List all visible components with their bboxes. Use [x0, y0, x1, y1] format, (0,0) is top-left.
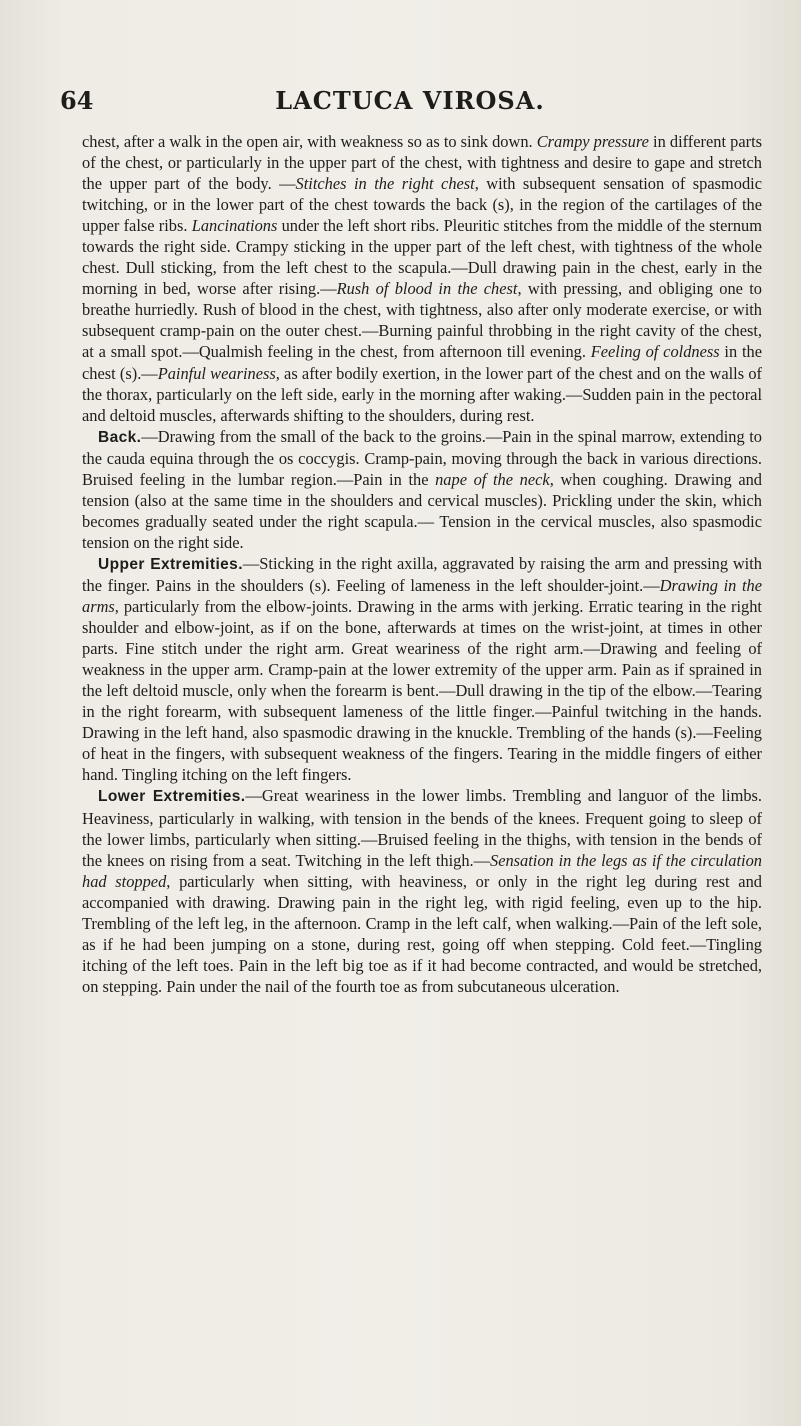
- body-text: [82, 131, 762, 997]
- text-run: , with pressing, and obliging one to breathe hurriedly. Rush of blood in the chest, with tightness, also after only moderate exercise, or with subsequent cramp-pain on the outer chest.—Burning painful throbbing in the right cavity of the chest, at a small spot.—Qualmish feeling in the chest, from afternoon till evening.: [82, 279, 763, 362]
- text-run: —Sticking in the right axilla, aggravated by raising the arm and pressing with the finger. Pains in the shoulders (s). Feeling of lameness in the left shoulder-joint.—: [82, 553, 762, 595]
- text-run: —Drawing from the small of the back to the groins.—Pain in the spinal marrow, extending to the cauda equina through the os coccygis. Cramp-pain, moving through the back in various directions. Bruised feeling in the lumbar region.—Pain in the: [82, 426, 762, 489]
- italic-phrase: Feeling of coldness: [590, 342, 720, 362]
- text-run: chest, after a walk in the open air, with weakness so as to sink down.: [82, 132, 537, 151]
- text-run: , as after bodily exertion, in the lower part of the chest and on the walls of the thorax, particularly on the left side, early in the morning after waking.—Sudden pain in the pectoral and deltoid muscles, afterwards shifting to the shoulders, during rest.: [82, 363, 762, 425]
- text-run: , particularly when sitting, with heaviness, or only in the right leg during rest and accompanied with drawing. Drawing pain in the right leg, with rigid feeling, even up to the hip. Trembling of the left leg, in the afternoon. Cramp in the left calf, when walking.—Pain of the left sole, as if he had been jumping on a stone, during rest, going off when stepping. Cold feet.—Tingling itching of the left toes. Pain in the left big toe as if it had become contracted, and would be stretched, on stepping. Pain under the nail of the fourth toe as from subcutaneous ulceration.: [82, 871, 762, 996]
- section-heading: Lower Extremities.: [98, 788, 246, 806]
- paragraph: [82, 553, 762, 786]
- italic-phrase: Rush of blood in the chest: [336, 279, 518, 299]
- section-heading: Upper Extremities.: [98, 555, 243, 573]
- italic-phrase: nape of the neck: [435, 469, 550, 489]
- paragraph: [82, 131, 762, 426]
- paragraph: [82, 785, 762, 996]
- italic-phrase: Stitches in the right chest: [295, 174, 475, 194]
- text-run: in different parts of the chest, or particularly in the upper part of the chest, with tightness and desire to gape and stretch the upper part of the body. —: [82, 132, 762, 194]
- running-title: LACTUCA VIROSA.: [275, 86, 545, 115]
- italic-phrase: Sensation in the legs as if the circulation had stopped: [82, 850, 762, 891]
- page-header: [60, 86, 760, 120]
- text-run: —Great weariness in the lower limbs. Trembling and languor of the limbs. Heaviness, particularly in walking, with tension in the bends of the knees. Frequent going to sleep of the lower limbs, particularly when sitting.—Bruised feeling in the thighs, with tension in the bends of the knees on rising from a seat. Twitching in the left thigh.—: [82, 786, 762, 870]
- italic-phrase: Painful weariness: [157, 363, 276, 383]
- text-run: in the chest (s).—: [82, 342, 763, 383]
- text-run: under the left short ribs. Pleuritic stitches from the middle of the sternum towards the right side. Crampy sticking in the upper part of the left chest, with tightness of the whole chest. Dull sticking, from the left chest to the scapula.—Dull drawing pain in the chest, early in the morning in bed, worse after rising.—: [82, 216, 762, 299]
- italic-phrase: Drawing in the arms: [82, 575, 762, 617]
- text-run: , with subsequent sensation of spasmodic twitching, or in the lower part of the chest towards the back (s), in the region of the cartilages of the upper false ribs.: [82, 174, 762, 236]
- italic-phrase: Crampy pressure: [536, 132, 649, 151]
- section-heading: Back.: [98, 428, 142, 446]
- page-number: 64: [60, 86, 94, 115]
- text-run: , particularly from the elbow-joints. Drawing in the arms with jerking. Erratic tearing in the right shoulder and elbow-joint, as if on the bone, afterwards at times on the wrist-joint, at times in other parts. Fine stitch under the right arm. Great weariness of the right arm.—Drawing and feeling of weakness in the upper arm. Cramp-pain at the lower extremity of the upper arm. Pain as if sprained in the left deltoid muscle, only when the forearm is bent.—Dull drawing in the tip of the elbow.—Tearing in the right forearm, with subsequent lameness of the little finger.—Painful twitching in the hands. Drawing in the left hand, also spasmodic drawing in the knuckle. Trembling of the hands (s).—Feeling of heat in the fingers, with subsequent weakness of the fingers. Tearing in the middle fingers of either hand. Tingling itching on the left fingers.: [82, 597, 762, 785]
- text-run: , when coughing. Drawing and tension (also at the same time in the shoulders and cervical muscles). Prickling under the skin, which becomes gradually seated under the right scapula.— Tension in the cervical muscles, also spasmodic tension on the right side.: [82, 469, 762, 552]
- italic-phrase: Lancinations: [191, 216, 278, 236]
- paragraph: [82, 426, 762, 553]
